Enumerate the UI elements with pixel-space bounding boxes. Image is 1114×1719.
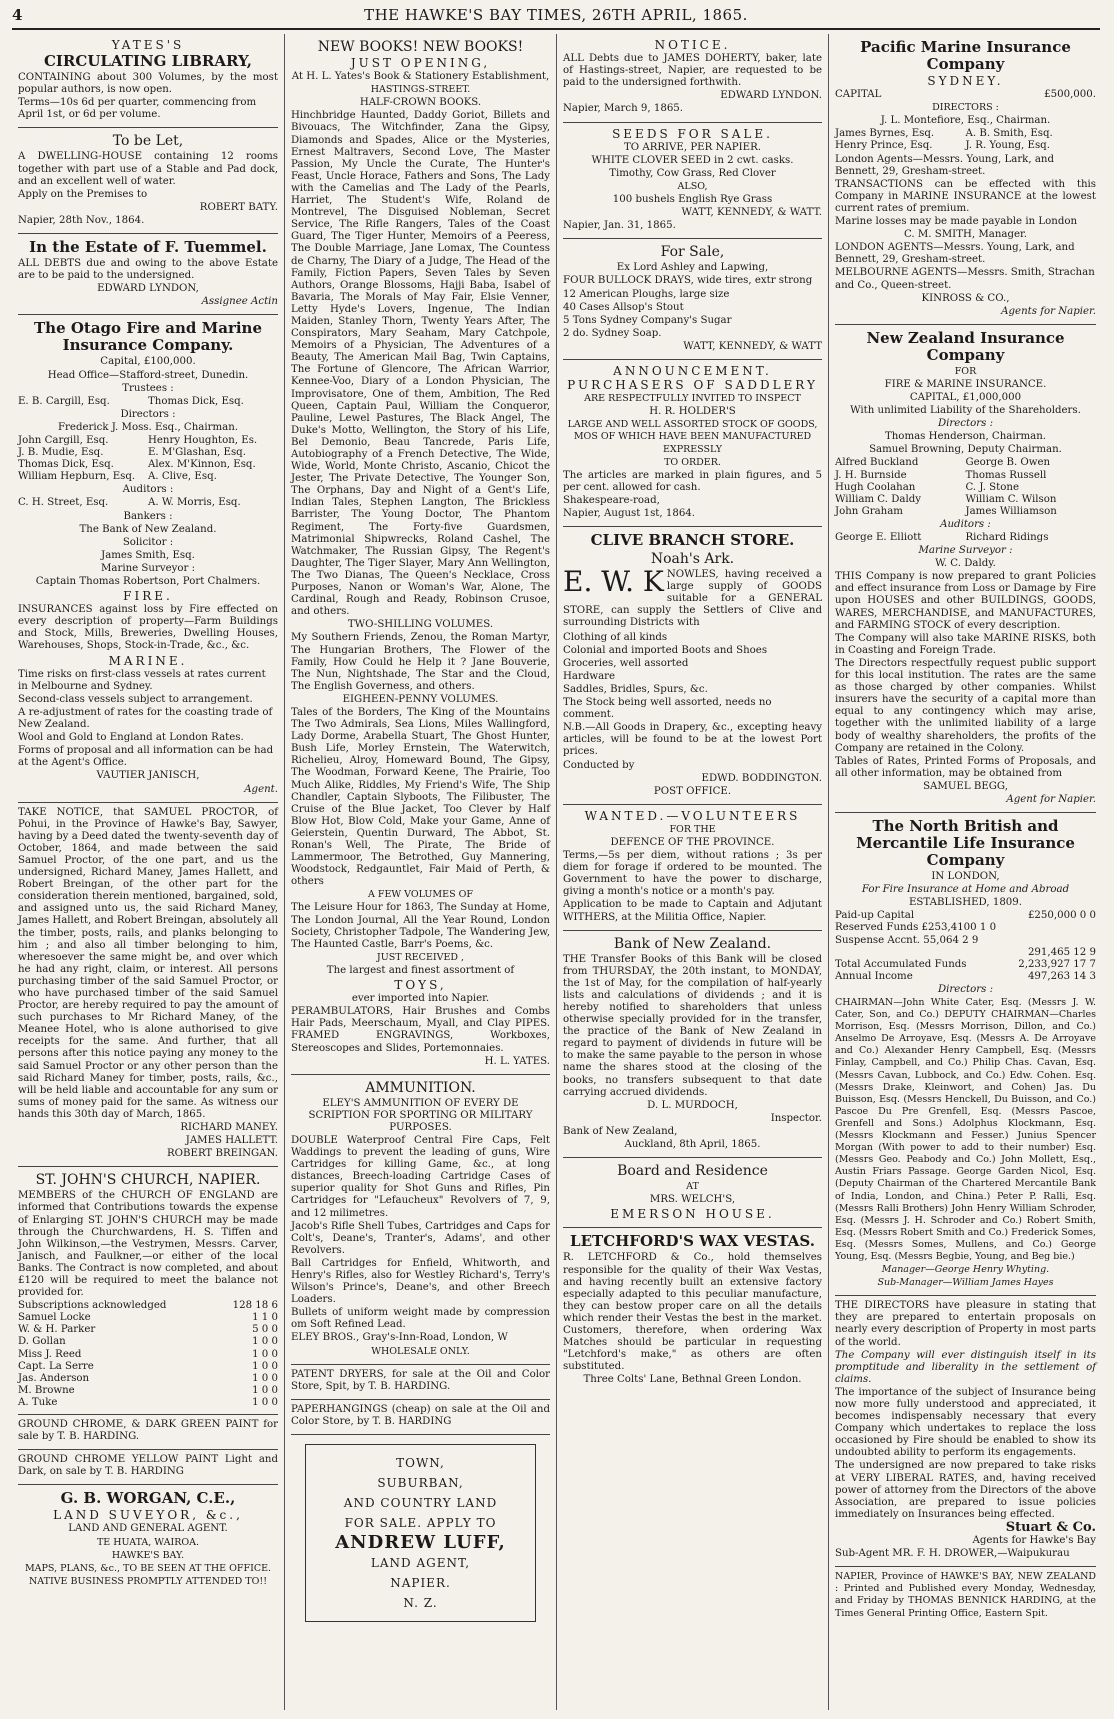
ad-line: Timothy, Cow Grass, Red Clover <box>609 167 776 179</box>
ad-title: The Otago Fire and Marine Insurance Company. <box>34 319 262 355</box>
luff-land-ad <box>291 1435 550 1633</box>
doherty-notice <box>563 34 822 123</box>
section-label: EIGHEEN-PENNY VOLUMES. <box>342 693 499 705</box>
ad-role: Inspector. <box>770 1112 822 1124</box>
ad-apply: Apply on the Premises to <box>18 188 148 200</box>
ad-line: TO ARRIVE, PER NAPIER. <box>623 141 762 153</box>
fire-heading: FIRE. <box>123 589 173 604</box>
surveyor: Captain Thomas Robertson, Port Chalmers. <box>35 576 261 587</box>
marine-text: Forms of proposal and all information can be had at the Agent's Office. <box>18 745 274 769</box>
ad-title: ST. JOHN'S CHURCH, NAPIER. <box>35 1172 261 1189</box>
paperhangings-ad <box>291 1400 550 1435</box>
ad-signature: EDWARD LYNDON. <box>720 90 822 102</box>
book-list: Tales of the Borders, The King of the Mountains The Two Admirals, Sea Lions, Miles Wallingford, Lady Dorme, Arabella Stuart, The Ghost Hunter, Bush Life, Morley Ernstein, The Waterwitch, Richelieu, Alroy, Homeward Bound, The Gipsy, The Woodman, Forward Keene, The Prairie, Too Much Alike, Riddles, My Friend's Wife, The Ship Chandler, Captain Slyboots, The Filibuster, The Cruise of the Blue Jacket, Too Clever by Half Blow Hot, Blow Cold, Make your Game, Anne of Geierstein, Quentin Durward, The Abbot, St. Ronan's Well, The Pirate, The Bride of Lammermoor, The Betrothed, Guy Mannering, Woodstock, Redgauntlet, Fair Maid of Perth, & others <box>291 706 550 888</box>
ad-line: CAPITAL, £1,000,000 <box>909 391 1022 403</box>
clive-store-ad <box>563 527 822 805</box>
page-header <box>12 6 1100 30</box>
director: Alex. M'Kinnon, Esq. <box>148 459 256 471</box>
ad-line: H. R. HOLDER'S <box>649 406 736 418</box>
column-3 <box>556 34 828 1710</box>
ad-line: IN LONDON, <box>931 871 1000 883</box>
subscription-row: Jas. Anderson 1 0 0 <box>18 1372 278 1384</box>
ad-body: The importance of the subject of Insurance being now more fully understood and appreciated, it becomes indispensably necessary that every Company which undertakes to replace the loss occasioned by Fire should be enabled to show its undoubted ability to perform its engagements. <box>835 1386 1096 1459</box>
ad-title: To be Let, <box>112 133 184 150</box>
directors-row <box>18 435 278 447</box>
ammunition-ad <box>291 1075 550 1365</box>
section-label: HALF-CROWN BOOKS. <box>359 97 482 109</box>
directors-label: Directors : <box>937 983 994 995</box>
ad-line: LONDON AGENTS—Messrs. Young, Lark, and Bennett, 29, Gresham-street. <box>835 242 1075 266</box>
chairman: Thomas Henderson, Chairman. <box>884 431 1047 443</box>
head-office: Head Office—Stafford-street, Dunedin. <box>47 369 249 381</box>
subscription-row: Capt. La Serre 1 0 0 <box>18 1360 278 1372</box>
ad-signature: EDWARD LYNDON, <box>97 283 199 295</box>
ad-body: TRANSACTIONS can be effected with this Company in MARINE INSURANCE at the lowest current rates of premium. <box>835 178 1096 214</box>
ad-line: DEFENCE OF THE PROVINCE. <box>610 836 775 848</box>
ad-body: The undersigned are now prepared to take risks at VERY LIBERAL RATES, and, having received power of attorney from the Directors of the above Association, are prepared to issue policies immediately on Insurances being effected. <box>835 1460 1096 1520</box>
bankers: The Bank of New Zealand. <box>79 523 217 535</box>
north-british-ad <box>835 813 1096 1296</box>
ad-body: Tables of Rates, Printed Forms of Proposals, and all other information, may be obtained from <box>835 755 1096 779</box>
chrome-green-ad <box>18 1415 278 1450</box>
chairman: J. L. Montefiore, Esq., Chairman. <box>880 115 1051 127</box>
trustees-row <box>18 396 278 408</box>
ad-line: LAND SUVEYOR, &c., <box>53 1508 243 1523</box>
ad-title: Board and Residence <box>617 1163 768 1180</box>
ad-subtitle: PURCHASERS OF SADDLERY <box>567 378 818 393</box>
directors-list: CHAIRMAN—John White Cater, Esq. (Messrs J. W. Cater, Son, and Co.) DEPUTY CHAIRMAN—Charles Morrison, Esq. (Messrs Morrison, Dillon, and Co.) Anselmo De Arroyave, Esq. (Messrs A. De Arroyave and Co.) Alexander Henry Campbell, Esq. (Messrs Finlay, Campbell, and Co.) Philip Chas. Cavan, Esq. (Messrs Cavan, Lubbock, and Co.) Edw. Cohen. Esq. (Messrs Drake, Kleinwort, and Cohen) Jas. Du Buisson, Esq. (Messrs Henckell, Du Buisson, and Co.) Pascoe Du Pre Grenfell, Esq. (Messrs Pascoe, Grenfell and Sons.) Adolphus Klockmann, Esq. (Messrs Klockmann and Fesser.) Junius Spencer Morgan (With power to add to their number) Esq. (Messrs Geo. Peabody and Co.) John Mollett, Esq., Austin Friars Passage. George Garden Nicol, Esq. (Deputy Chairman of the Chartered Mercantile Bank of India, London, and China.) Peter P. Ralli, Esq. (Messrs Ralli Brothers) John Henry William Schroder, Esq. (Messrs J. H. Schroder and Co.) Robert Smith, Esq. (Messrs Robert Smith and Co.) Frederick Somes, Esq. (Messrs Somes, Mullens, and Co.) George Young, Esq. (Messrs Begbie, Young, and Beg bie.) <box>835 997 1096 1262</box>
notice-body: TAKE NOTICE, that SAMUEL PROCTOR, of Pohui, in the Province of Hawke's Bay, Sawyer, having by a Deed dated the twenty-seventh day of October, 1864, and made between the said Samuel Proctor, of the one part, and us the undersigned, Richard Maney, James Hallett, and Robert Breingan, of the other part for the consideration therein mentioned, bargained, sold, and assigned unto us, the said Richard Maney, James Hallett, and Robert Breingan, absolutely all the timber, posts, rails, and planks belonging to him ; and also all timber belonging to him, wheresoever the same might be, and over which he had any right, claim, or interest. All persons purchasing timber of the said Samuel Proctor, or who have purchased timber of the said Samuel Proctor, are hereby required to pay the amount of such purchases to Mr Richard Maney, of the Meanee Hotel, who is alone authorised to give receipts for the same. And further, that all persons after this notice paying any money to the said Samuel Proctor or any other person than the said Richard Maney for timber, posts, rails, &c., will be held liable and accountable for any sum or sums of money paid for the same. As witness our hands this 30th day of March, 1865. <box>18 806 279 1120</box>
ad-date: Auckland, 8th April, 1865. <box>624 1139 761 1151</box>
worgan-ad <box>18 1485 278 1594</box>
ad-body: A DWELLING-HOUSE containing 12 rooms together with part use of a Stable and Pad dock, and an excellent well of water. <box>18 151 278 187</box>
list-item: Colonial and imported Boots and Shoes <box>563 644 768 656</box>
subscription-row: Subscriptions acknowledged 128 18 6 <box>18 1300 278 1312</box>
ad-body: GROUND CHROME YELLOW PAINT Light and Dark, on sale by T. B. HARDING <box>18 1454 278 1478</box>
surveyor: W. C. Daldy. <box>935 558 996 570</box>
ad-line: At H. L. Yates's Book & Stationery Establishment, <box>291 71 550 83</box>
directors-row: J. H. Burnside Thomas Russell <box>835 469 1047 481</box>
ad-title: AMMUNITION. <box>365 1079 476 1096</box>
list-item: Hardware <box>563 670 616 682</box>
subscription-row: W. & H. Parker 5 0 0 <box>18 1324 278 1336</box>
column-4 <box>828 34 1102 1710</box>
ad-body: ALL Debts due to JAMES DOHERTY, baker, late of Hastings-street, Napier, are requested to be paid to the undersigned forthwith. <box>563 53 822 89</box>
ad-signature: WATT, KENNEDY, & WATT <box>683 340 822 352</box>
deputy: Samuel Browning, Deputy Chairman. <box>869 444 1062 456</box>
ad-address: Three Colts' Lane, Bethnal Green London. <box>583 1374 802 1386</box>
ad-title: NOTICE. <box>654 38 731 52</box>
ad-body: THIS Company is now prepared to grant Policies and effect insurance from Loss or Damage by Fire upon HOUSES and other BUILDINGS, GOODS, WARES, MERCHANDISE, and MANUFACTURES, and FARMING STOCK of every description. <box>835 571 1096 631</box>
ad-signature: Stuart & Co. <box>1005 1519 1096 1535</box>
director: E. M'Glashan, Esq. <box>148 447 246 459</box>
ad-title: New Zealand Insurance Company <box>866 328 1065 364</box>
volunteers-ad <box>563 805 822 931</box>
directors-row: Alfred Buckland George B. Owen <box>835 457 1051 469</box>
ad-line: Conducted by <box>563 759 635 771</box>
ad-signature: D. L. MURDOCH, <box>647 1099 738 1111</box>
directors-row: Hugh Coolahan C. J. Stone <box>835 481 1019 493</box>
auditors-label: Auditors : <box>122 484 174 496</box>
tuemmel-estate-ad <box>18 234 278 315</box>
ad-line: ALSO, <box>677 180 708 192</box>
box-line: NAPIER. <box>390 1576 451 1591</box>
nz-insurance-ad <box>835 325 1096 813</box>
ad-title: LETCHFORD'S WAX VESTAS. <box>570 1232 815 1251</box>
ad-role: Agents for Napier. <box>1001 305 1096 317</box>
marine-text: Second-class vessels subject to arrangement. <box>18 693 253 705</box>
ad-line: ESTABLISHED, 1809. <box>908 897 1023 909</box>
solicitor: James Smith, Esq. <box>101 549 195 561</box>
ad-line: HASTINGS-STREET. <box>370 84 471 96</box>
ad-date: Napier, Jan. 31, 1865. <box>563 220 676 232</box>
column-2 <box>284 34 556 1710</box>
list-item: Clothing of all kinds <box>563 631 668 643</box>
ad-body: PERAMBULATORS, Hair Brushes and Combs Hair Pads, Meerschaum, Myall, and Clay PIPES. FRAMED ENGRAVINGS, Workboxes, Stereoscopes and Slides, Portemonnaies. <box>291 1006 550 1054</box>
proctor-notice <box>18 803 278 1168</box>
subscription-row: Miss J. Reed 1 0 0 <box>18 1348 278 1360</box>
box-line: AND COUNTRY LAND <box>343 1496 498 1511</box>
list-item: Groceries, well assorted <box>563 657 689 669</box>
ad-title: NEW BOOKS! NEW BOOKS! <box>317 39 524 55</box>
auditors-label: Auditors : <box>940 518 991 530</box>
ad-signature: ROBERT BATY. <box>199 201 278 213</box>
sub-agent: Sub-Agent MR. F. H. DROWER,—Waipukurau <box>835 1548 1070 1560</box>
ad-line: TO ORDER. <box>664 456 721 468</box>
ad-body: DOUBLE Waterproof Central Fire Caps, Felt Waddings to prevent the leading of guns, Wire Cartridges for killing Game, &c., at long distances, Breech-loading Cartridge Cases of superior quality for Shot Guns and Rifles, Pin Cartridges for "Lefaucheux" Revolvers of 7, 9, and 12 milimetres. <box>291 1134 550 1219</box>
director: John Cargill, Esq. <box>18 434 109 446</box>
ad-line: FOR <box>954 365 977 377</box>
trustee: E. B. Cargill, Esq. <box>18 395 110 407</box>
section-label: JUST RECEIVED , <box>376 951 465 963</box>
ad-line: London Agents—Messrs. Young, Lark, and Bennett, 29, Gresham-street. <box>835 153 1054 177</box>
directors-row <box>18 471 278 483</box>
manager: Manager—George Henry Whyting. <box>881 1264 1050 1276</box>
directors-row: Henry Prince, Esq. J. R. Young, Esq. <box>835 140 1050 152</box>
masthead-title: THE HAWKE'S BAY TIMES, 26TH APRIL, 1865. <box>364 6 748 24</box>
directors-row: William C. Daldy William C. Wilson <box>835 493 1057 505</box>
section-label: TWO-SHILLING VOLUMES. <box>347 619 494 631</box>
ad-body: N.B.—All Goods in Drapery, &c., excepting heavy articles, will be found to be at the lowest Port prices. <box>563 722 822 758</box>
ad-line: POST OFFICE. <box>653 785 732 797</box>
chairman: Frederick J. Moss. Esq., Chairman. <box>57 421 239 433</box>
funds-row: Annual Income 497,263 14 3 <box>835 970 1096 982</box>
book-list: Hinchbridge Haunted, Daddy Goriot, Billets and Bivouacs, The Witchfinder, Zana the Gipsy, Diamonds and Spades, Alice or the Mysteries, Ernest Maltravers, Second Love, The Master Passion, My Uncle the Curate, The Hunter's Feast, Uncle Horace, Fathers and Sons, The Lady with the Camelias and The Lady of the Pearls, Harriet, The Student's Wife, Roland de Montrevel, The Disguised Nobleman, Secret Service, The Rifle Rangers, Tales of the Coast Guard, The Tiger Hunter, Memoirs of a Peeress, The Double Marriage, Jane Lomax, The Countess de Charny, The Diary of a Judge, The Head of the Family, Fiction Papers, Seven Tales by Seven Authors, Orange Blossoms, Hajji Baba, Isabel of Bavaria, The Morals of May Fair, Elsie Venner, Letty Hyde's Lovers, Ingenue, The Indian Maiden, Stanley Thorn, Twenty Years After, The Conspirators, Mary Seaham, Mary Catchpole, Memoirs of a Physician, The Adventures of a Beauty, The American Mail Bag, Twin Captains, The Fortune of Glencore, The African Warrior, Kennee-Voo, Diary of a London Physician, The Improvisatore, One of them, Ambition, The Red Queen, Captain Paul, William the Conqueror, Pauline, Lewel Pastures, The Black Angel, The Duke's Motto, Wellington, the Story of his Life, Bel Demonio, Beau Tancrede, Paris Life, Autobiography of a French Detective, The Wide, Wide, World, Monte Christo, Ascanio, Chicot the Jester, The Private Detective, The Younger Son, The Orphans, Day and Night of a Gent's Life, Indian Tales, Stephen Langton, The Brickless Barrister, The Young Doctor, The Phantom Regiment, The Forty-five Guardsmen, Matrimonial Shipwrecks, Roland Cashel, The Watchmaker, The Russian Gipsy, The Regent's Daughter, The Tiger Slayer, Mary Ann Wellington, The Two Dianas, The Queen's Necklace, Cross Purposes, Nanon or Woman's War, Alone, The Cardinal, Rough and Ready, Robinson Crusoe, and others. <box>291 110 550 618</box>
ad-line: C. M. SMITH, Manager. <box>903 229 1028 241</box>
ad-line: LAND AND GENERAL AGENT. <box>68 1523 228 1535</box>
ad-line: With unlimited Liability of the Shareholders. <box>850 405 1081 417</box>
bankers-label: Bankers : <box>123 510 173 522</box>
ad-title: ANNOUNCEMENT. <box>613 363 772 378</box>
ad-line: Bank of New Zealand, <box>563 1125 678 1137</box>
ad-subtitle: SYDNEY. <box>927 74 1004 88</box>
marine-text: Time risks on first-class vessels at rates current in Melbourne and Sydney. <box>18 668 266 692</box>
ad-line: The largest and finest assortment of <box>326 964 515 976</box>
sub-manager: Sub-Manager—William James Hayes <box>877 1277 1054 1289</box>
chrome-yellow-ad <box>18 1450 278 1485</box>
funds-row: Reserved Funds £253,4100 1 0 <box>835 922 997 934</box>
ad-body: GROUND CHROME, & DARK GREEN PAINT for sale by T. B. HARDING. <box>18 1419 278 1443</box>
ad-line: MAPS, PLANS, &c., TO BE SEEN AT THE OFFICE. <box>24 1562 272 1574</box>
ad-line: FOR THE <box>669 823 716 835</box>
saddlery-announcement <box>563 360 822 527</box>
ad-line: HAWKE'S BAY. <box>111 1549 185 1561</box>
signatory: RICHARD MANEY. <box>180 1122 278 1134</box>
bank-nz-ad <box>563 931 822 1159</box>
surveyor-label: Marine Surveyor : <box>100 562 196 574</box>
ad-body: Bullets of uniform weight made by compression om Soft Refined Lead. <box>291 1307 550 1331</box>
ad-signature: KINROSS & CO., <box>921 292 1010 304</box>
ad-signature: ELEY BROS., Gray's-Inn-Road, London, W <box>291 1332 508 1344</box>
toys-heading: TOYS, <box>394 978 447 993</box>
ad-title: WANTED.—VOLUNTEERS <box>584 808 801 823</box>
funds-row: Total Accumulated Funds 2,233,927 17 7 <box>835 958 1096 970</box>
ad-body: MEMBERS of the CHURCH OF ENGLAND are informed that Contributions towards the expense of Enlarging ST. JOHN'S CHURCH may be made through the Churchwardens, H. S. Tiffen and John Wilkinson,—the Vestrymen, Messrs. Carver, Janisch, and Faulkner,—or either of the local Banks. The Contract is now completed, and about £120 will be required to meet the balance not provided for. <box>18 1190 278 1299</box>
patent-dryers-ad <box>291 1365 550 1400</box>
ad-signature: WATT, KENNEDY, & WATT. <box>681 207 822 219</box>
for-sale-ad <box>563 239 822 360</box>
luff-box <box>305 1444 536 1622</box>
ad-heading: ELEY'S AMMUNITION OF EVERY DE SCRIPTION FOR SPORTING OR MILITARY PURPOSES. <box>308 1097 533 1133</box>
marine-text: Wool and Gold to England at London Rates. <box>18 732 244 744</box>
ad-body: NOWLES, having received a large supply of GOODS suitable for a GENERAL STORE, can supply the Settlers of Clive and surrounding Districts with <box>563 569 822 629</box>
ad-line: 100 bushels English Rye Grass <box>612 194 773 206</box>
directors-row: James Byrnes, Esq. A. B. Smith, Esq. <box>835 128 1053 140</box>
ad-body: The Stock being well assorted, needs no comment. <box>563 697 772 721</box>
marine-heading: MARINE. <box>108 653 188 668</box>
st-johns-church-ad <box>18 1167 278 1415</box>
page-number: 4 <box>12 6 23 24</box>
fire-body: INSURANCES against loss by Fire effected on every description of property—Farm Buildings and Stock, Mills, Breweries, Dwelling Houses, Warehouses, Shops, Stock-in-Trade, &c., &c. <box>18 604 278 652</box>
solicitor-label: Solicitor : <box>122 536 174 548</box>
ad-signature: EDWD. BODDINGTON. <box>701 772 822 784</box>
capital: Capital, £100,000. <box>100 356 196 368</box>
trustee: Thomas Dick, Esq. <box>148 395 244 407</box>
book-list: The Leisure Hour for 1863, The Sunday at Home, The London Journal, All the Year Round, London Society, Christopher Tadpole, The Wandering Jew, The Haunted Castle, Barr's Poems, &c. <box>291 902 550 950</box>
drop-initials: E. W. K <box>563 565 664 599</box>
ad-line: TE HUATA, WAIROA. <box>96 1536 200 1548</box>
marine-text: A re-adjustment of rates for the coasting trade of New Zealand. <box>18 706 273 731</box>
ad-body: Terms,—5s per diem, without rations ; 3s per diem for forage if ordered to be mounted. The Government to have the power to discharge, giving a month's notice or a month's pay. <box>563 850 822 898</box>
ad-title: For Sale, <box>660 244 725 261</box>
pacific-marine-ad <box>835 34 1096 325</box>
agent-role: Agent. <box>244 783 278 795</box>
ad-body: The Company will ever distinguish itself in its promptitude and liberality in the settlement of claims. <box>835 1349 1096 1385</box>
box-line: ANDREW LUFF, <box>335 1532 506 1554</box>
ad-terms: Terms—10s 6d per quarter, commencing from April 1st, or 6d per volume. <box>18 97 257 121</box>
directors-label: Directors : <box>937 418 994 430</box>
box-line: FOR SALE. APPLY TO <box>344 1516 497 1531</box>
auditor: A. W. Morris, Esq. <box>148 497 241 509</box>
yates-library-ad <box>18 34 278 128</box>
auditor: C. H. Street, Esq. <box>18 497 109 509</box>
signatory: JAMES HALLETT. <box>185 1135 278 1147</box>
ad-line: EMERSON HOUSE. <box>610 1207 775 1222</box>
ad-date: Napier, March 9, 1865. <box>563 103 684 115</box>
ad-body: ALL DEBTS due and owing to the above Estate are to be paid to the undersigned. <box>18 258 278 282</box>
directors-row <box>18 459 278 471</box>
ad-line: WHOLESALE ONLY. <box>371 1345 470 1357</box>
column-1 <box>12 34 284 1710</box>
ad-line: Shakespeare-road, <box>563 494 660 506</box>
directors-label: DIRECTORS : <box>932 102 999 114</box>
ad-title: YATES'S <box>111 38 185 52</box>
subscription-row: D. Gollan 1 0 0 <box>18 1336 278 1348</box>
list-item: 40 Cases Allsop's Stout <box>563 301 684 313</box>
box-line: LAND AGENT, <box>370 1556 471 1571</box>
ad-line: LARGE AND WELL ASSORTED STOCK OF GOODS, MOS OF WHICH HAVE BEEN MANUFACTURED EXPRESSLY <box>567 419 818 455</box>
directors-row: John Graham James Williamson <box>835 505 1057 517</box>
subscription-row: Samuel Locke 1 1 0 <box>18 1312 278 1324</box>
ad-line: MRS. WELCH'S, <box>649 1194 736 1206</box>
ad-body: PAPERHANGINGS (cheap) on sale at the Oil and Color Store, by T. B. HARDING <box>291 1403 550 1427</box>
funds-row: Suspense Accnt. 55,064 2 9 <box>835 934 979 946</box>
letchford-ad <box>563 1228 822 1392</box>
ad-line: FIRE & MARINE INSURANCE. <box>884 378 1047 390</box>
ad-subtitle: JUST OPENING, <box>350 56 491 70</box>
trustees-label: Trustees : <box>122 382 174 394</box>
ad-line: MELBOURNE AGENTS—Messrs. Smith, Strachan and Co., Queen-street. <box>835 267 1095 291</box>
ad-line: Marine losses may be made payable in London <box>835 216 1078 228</box>
agent-name: VAUTIER JANISCH, <box>96 770 200 782</box>
ad-body: The Company will also take MARINE RISKS, both in Coasting and Foreign Trade. <box>835 632 1096 656</box>
director: Thomas Dick, Esq. <box>18 459 114 471</box>
ad-body: Application to be made to Captain and Adjutant WITHERS, at the Militia Office, Napier. <box>563 899 822 923</box>
ad-date: Napier, August 1st, 1864. <box>563 508 696 519</box>
list-item: 12 American Ploughs, large size <box>563 288 730 300</box>
ad-body: Ball Cartridges for Enfield, Whitworth, and Henry's Rifles, also for Westley Richard's, Terry's Wilson's Prince's, Deane's, and other Breech Loaders. <box>291 1257 550 1306</box>
agent-name: SAMUEL BEGG, <box>923 780 1008 792</box>
ad-line: AT <box>686 1181 699 1193</box>
box-line: N. Z. <box>403 1596 438 1611</box>
ad-body: PATENT DRYERS, for sale at the Oil and Color Store, Spit, by T. B. HARDING. <box>291 1368 550 1392</box>
ad-title: The North British and Mercantile Life Insurance Company <box>856 817 1075 870</box>
ad-body: CONTAINING about 300 Volumes, by the most popular authors, is now open. <box>18 72 278 96</box>
ad-title: G. B. WORGAN, C.E., <box>60 1489 236 1508</box>
ad-signature: H. L. YATES. <box>484 1055 550 1067</box>
ad-role: Assignee Actin <box>201 296 278 308</box>
subscription-row: A. Tuke 1 0 0 <box>18 1396 278 1408</box>
surveyor-label: Marine Surveyor : <box>918 545 1013 557</box>
new-books-ad <box>291 34 550 1075</box>
ad-line: WHITE CLOVER SEED in 2 cwt. casks. <box>591 154 794 166</box>
list-item: 5 Tons Sydney Company's Sugar <box>563 314 732 326</box>
seeds-ad <box>563 123 822 240</box>
ad-title: Pacific Marine Insurance Company <box>860 38 1071 73</box>
director: Henry Houghton, Es. <box>148 434 258 446</box>
imprint-text: NAPIER, Province of HAWKE'S BAY, NEW ZEALAND : Printed and Published every Monday, Wednesday, and Friday by THOMAS BENNICK HARDING, at the Times General Printing Office, Eastern Spit. <box>835 1571 1096 1619</box>
director: William Hepburn, Esq. <box>18 471 136 483</box>
list-item: Saddles, Bridles, Spurs, &c. <box>563 683 708 695</box>
ad-body: THE DIRECTORS have pleasure in stating that they are prepared to entertain proposals on nearly every description of Property in most parts of the world. <box>835 1300 1096 1348</box>
section-label: A FEW VOLUMES OF <box>367 889 474 901</box>
ad-line: Ex Lord Ashley and Lapwing, <box>616 262 769 274</box>
to-let-ad <box>18 128 278 234</box>
signatory: ROBERT BREINGAN. <box>167 1148 278 1160</box>
ad-subtitle: Noah's Ark. <box>650 551 735 568</box>
ad-body: THE Transfer Books of this Bank will be closed from THURSDAY, the 20th instant, to MONDAY, the 1st of May, for the compilation of half-yearly lists and calculations of dividends ; and it is hereby notified to shareholders that unless otherwise specially provided for in the transfer, the practice of the Bank of New Zealand in regard to payment of dividends in future will be to make the same payable to the person in whose name the shares stood at the closing of the books, no transfers subsequent to that date carrying accrued dividends. <box>563 953 822 1098</box>
subscription-row: M. Browne 1 0 0 <box>18 1384 278 1396</box>
capital-row: CAPITAL £500,000. <box>835 89 1096 101</box>
list-item: 2 do. Sydney Soap. <box>563 327 662 339</box>
director: J. B. Mudie, Esq. <box>18 447 104 459</box>
ad-title: SEEDS FOR SALE. <box>612 126 773 141</box>
board-residence-ad <box>563 1158 822 1228</box>
ad-line: ARE RESPECTFULLY INVITED TO INSPECT <box>584 393 801 405</box>
ad-line: For Fire Insurance at Home and Abroad <box>861 884 1070 896</box>
imprint <box>835 1567 1096 1625</box>
ad-role: Agents for Hawke's Bay <box>972 1535 1096 1547</box>
box-line: TOWN, <box>396 1456 445 1471</box>
funds-row: Paid-up Capital £250,000 0 0 <box>835 910 1096 922</box>
ad-body: The Directors respectfully request public support for this local institution. The rates are the same as those charged by other companies. Whilst insurers have the security of a capital more than equal to any contingency which may arise, together with the unlimited liability of a large body of wealthy shareholders, the profits of the Company are retained in the Colony. <box>835 657 1096 754</box>
book-list: My Southern Friends, Zenou, the Roman Martyr, The Hungarian Brothers, The Flower of the Family, How Could he Help it ? Jane Bouverie, The Nun, Nightshade, The Star and the Cloud, The English Governess, and others. <box>291 632 550 692</box>
ad-date: Napier, 28th Nov., 1864. <box>18 214 145 226</box>
otago-insurance-ad <box>18 315 278 802</box>
ad-title: In the Estate of F. Tuemmel. <box>29 238 267 257</box>
ad-body: The articles are marked in plain figures, and 5 per cent. allowed for cash. <box>563 469 822 493</box>
directors-notice-ad <box>835 1296 1096 1567</box>
ad-title: Bank of New Zealand. <box>613 935 772 952</box>
box-line: SUBURBAN, <box>377 1476 464 1491</box>
auditors-row: George E. Elliott Richard Ridings <box>835 532 1049 543</box>
ad-body: FOUR BULLOCK DRAYS, wide tires, extr strong <box>563 275 813 287</box>
ad-line: NATIVE BUSINESS PROMPTLY ATTENDED TO!! <box>28 1575 268 1587</box>
director: A. Clive, Esq. <box>148 471 217 483</box>
ad-body: R. LETCHFORD & Co., hold themselves responsible for the quality of their Wax Vestas, and having recently built an extensive factory especially adapted to this peculiar manufacture, they can bestow proper care on all the details which render their Vestas the best in the market. Customers, therefore, when ordering Wax Matches should be particular in requesting "Letchford's make," as others are often substituted. <box>563 1252 822 1373</box>
directors-row <box>18 447 278 459</box>
funds-row: 291,465 12 9 <box>1027 946 1096 958</box>
ad-subtitle: CIRCULATING LIBRARY, <box>43 52 253 71</box>
ad-title: CLIVE BRANCH STORE. <box>590 531 795 550</box>
ad-line: ever imported into Napier. <box>351 993 490 1005</box>
directors-label: Directors : <box>120 408 176 420</box>
agent-role: Agent for Napier. <box>1006 793 1096 805</box>
ad-body: Jacob's Rifle Shell Tubes, Cartridges and Caps for Colt's, Deane's, Tranter's, Adams', and other Revolvers. <box>291 1220 550 1256</box>
auditors-row <box>18 497 278 509</box>
